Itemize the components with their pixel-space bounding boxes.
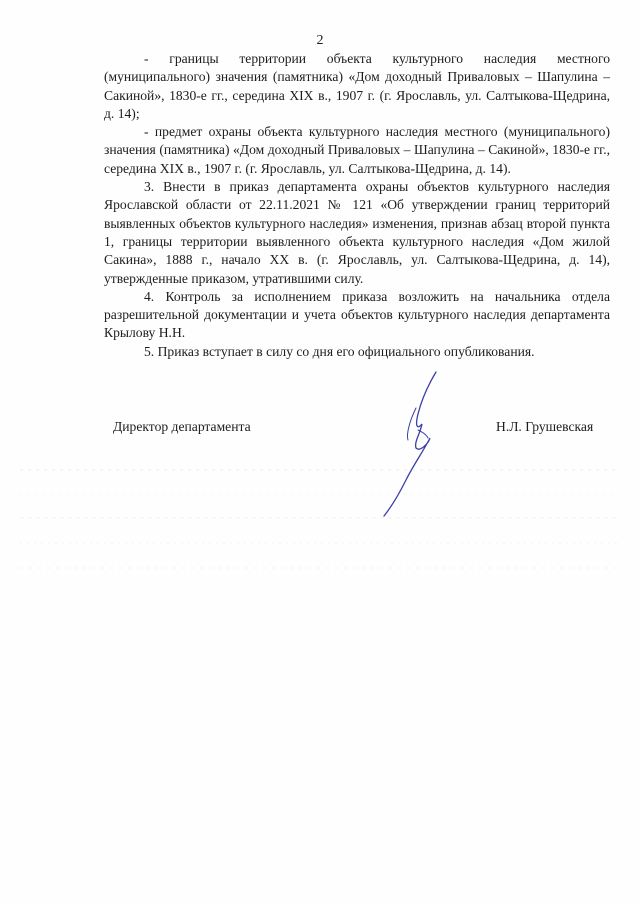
paragraph-item-3: 3. Внести в приказ департамента охраны объектов культурного наследия Ярославской области от 22.11.2021 № 121 «Об утверждении границ территорий выявленных объектов культурного наследия» изменения, признав абзац второй пункта 1, границы территории выявленного объекта культурного наследия «Дом жилой Сакина», 1888 г., начало XX в. (г. Ярославль, ул. Салтыкова-Щедрина, д. 14), утвержденные приказом, утратившими силу. <box>104 179 610 286</box>
page-number: 2 <box>316 33 324 48</box>
signer-position: Директор департамента <box>113 419 251 434</box>
document-body <box>104 50 610 361</box>
paragraph-item-4: 4. Контроль за исполнением приказа возложить на начальника отдела разрешительной документации и учета объектов культурного наследия департамента Крылову Н.Н. <box>104 288 610 341</box>
handwritten-signature <box>370 368 450 518</box>
signature-block <box>0 419 640 439</box>
signer-name: Н.Л. Грушевская <box>496 419 594 434</box>
paragraph-item-5: 5. Приказ вступает в силу со дня его официального опубликования. <box>144 343 535 359</box>
scan-artifact-lines <box>0 440 640 620</box>
paragraph-boundaries: - границы территории объекта культурного наследия местного (муниципального) значения (памятника) «Дом доходный Приваловых – Шапулина – Сакиной», 1830-е гг., середина XIX в., 1907 г. (г. Ярославль, ул. Салтыкова-Щедрина, д. 14); <box>104 51 610 121</box>
paragraph-protection-subject: - предмет охраны объекта культурного наследия местного (муниципального) значения (памятника) «Дом доходный Приваловых – Шапулина – Сакиной», 1830-е гг., середина XIX в., 1907 г. (г. Ярославль, ул. Салтыкова-Щедрина, д. 14). <box>104 124 610 176</box>
